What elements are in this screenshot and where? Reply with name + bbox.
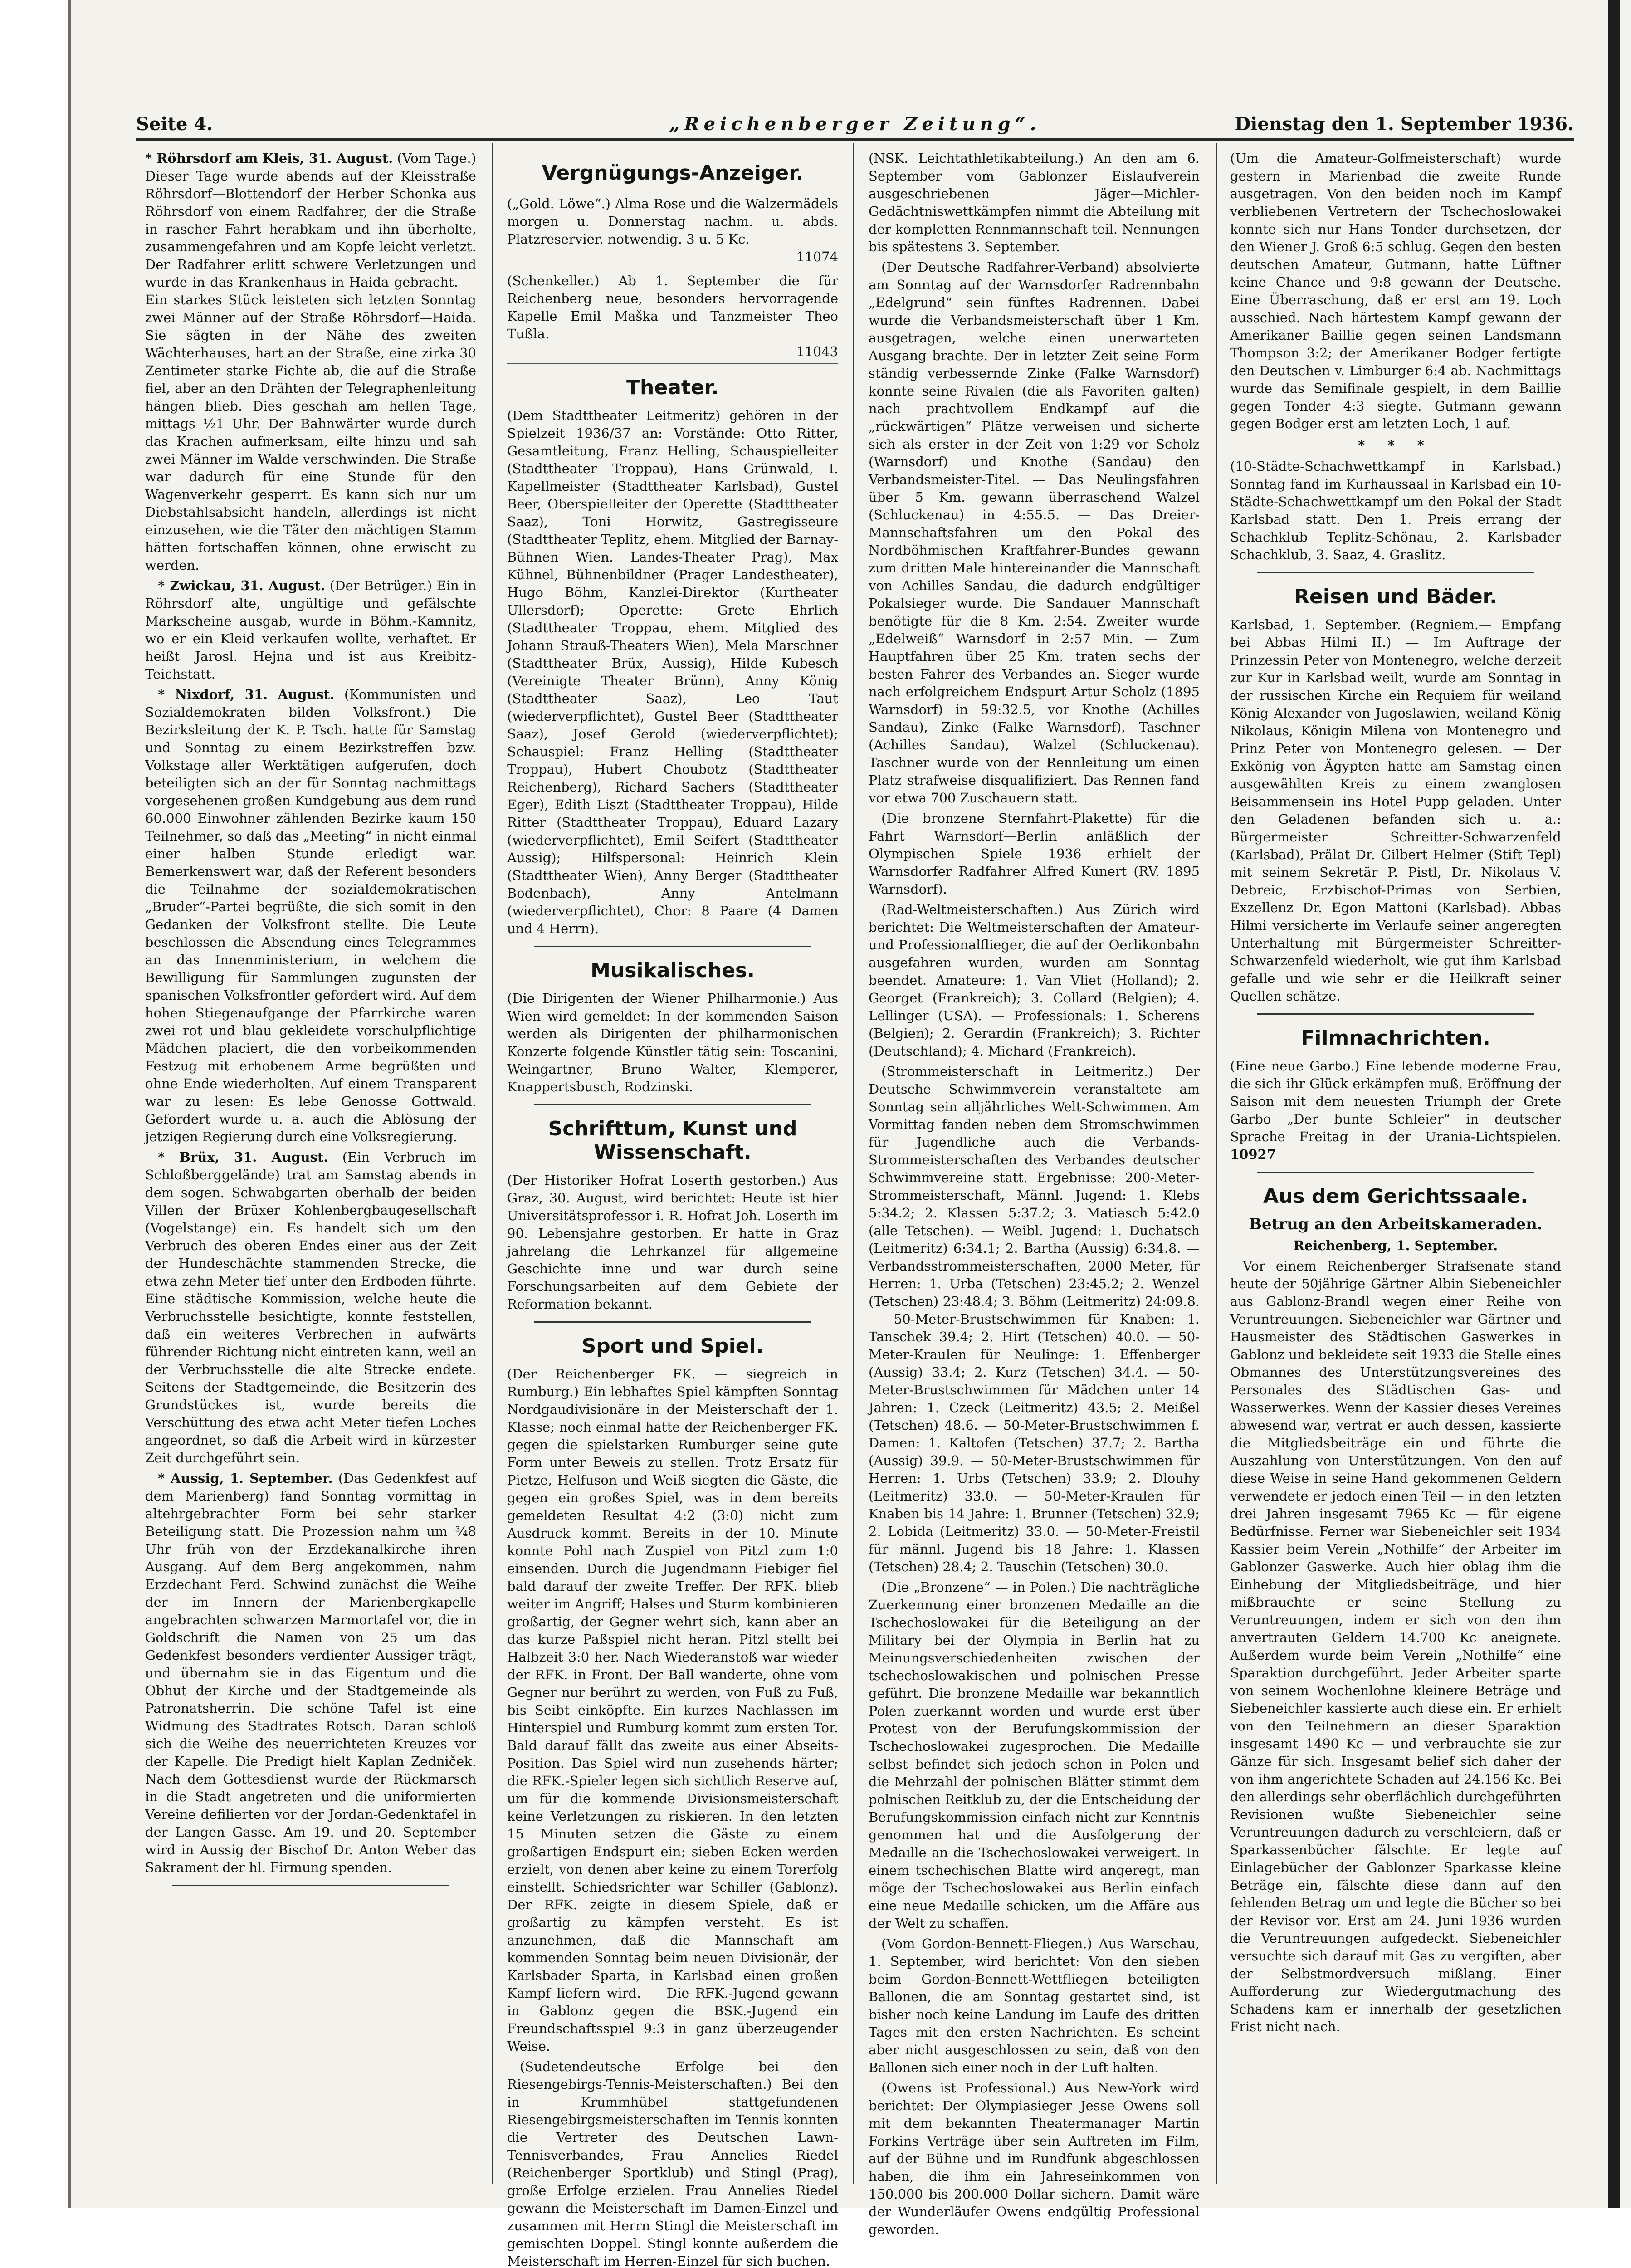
article-swimming: (Strommeisterschaft in Leitmeritz.) Der Deutsche Schwimmverein veranstaltete am Sonntag sein alljährliches Welt-Schwimmen. Am Vormittag fanden neben dem Stromschwimmen für Jugendliche auch die Verbands-Strommeisterschaften des Verbandes deutscher Schwimmvereine statt. Ergebnisse: 200-Meter-Strommeisterschaft, Männl. Jugend: 1. Klebs 5:34.2; 2. Klassen 5:37.2; 3. Matiasch 5:42.0 (alle Tetschen). — Weibl. Jugend: 1. Duchatsch (Leitmeritz) 6:34.1; 2. Bartha (Aussig) 6:34.8. — Verbandsstrommeisterschaften, 2000 Meter, für Herren: 1. Urba (Tetschen) 23:45.2; 2. Wenzel (Tetschen) 23:48.4; 3. Böhm (Leitmeritz) 24:09.8. — 50-Meter-Brustschwimmen für Knaben: 1. Tanschek 39.4; 2. Hirt (Tetschen) 40.0. — 50-Meter-Kraulen für Neulinge: 1. Effenberger (Aussig) 33.4; 2. Kurz (Tetschen) 34.4. — 50-Meter-Brustschwimmen für Mädchen unter 14 Jahren: 1. Czeck (Leitmeritz) 43.5; 2. Meißel (Tetschen) 48.6. — 50-Meter-Brustschwimmen f. Damen: 1. Kaltofen (Tetschen) 37.7; 2. Bartha (Aussig) 39.9. — 50-Meter-Brustschwimmen für Herren: 1. Urbs (Tetschen) 33.9; 2. Dlouhy (Leitmeritz) 33.0. — 50-Meter-Kraulen für Knaben bis 14 Jahre: 1. Brunner (Tetschen) 32.9; 2. Lobida (Leitmeritz) 33.0. — 50-Meter-Freistil für männl. Jugend bis 18 Jahre: 1. Klassen (Tetschen) 28.4; 2. Tauschin (Tetschen) 30.0. (869, 1064, 1200, 1574)
ad-text: (Schenkeller.) Ab 1. September die für Reichenberg neue, besonders hervorragende Kapelle Emil Maška und Tanzmeister Theo Tußla. (507, 273, 838, 342)
article-text: (Der Betrüger.) Ein in Röhrsdorf alte, ungültige und gefälschte Markscheine ausgab, wurde in Böhm.-Kamnitz, wo er ein Kleid verkaufen wollte, verhaftet. Er heißt Jarosl. Hejna und ist aus Kreibitz-Teichstatt. (145, 578, 477, 682)
article-brux (145, 1149, 476, 1467)
column-2 (507, 150, 838, 2268)
article-music: (Die Dirigenten der Wiener Philharmonie.) Aus Wien wird gemeldet: In der kommenden Saison werden als Dirigenten der philharmonischen Konzerte folgende Künstler tätig sein: Toscanini, Weingartner, Bruno Walter, Klemperer, Knappertsbusch, Rodzinski. (507, 991, 838, 1095)
article-plaque: (Die bronzene Sternfahrt-Plakette) für die Fahrt Warnsdorf—Berlin anläßlich der Olympischen Spiele 1936 erhielt der Warnsdorfer Radfahrer Alfred Kunert (RV. 1895 Warnsdorf). (869, 811, 1200, 897)
article-text: (Ein Verbruch im Schloßberggelände) trat am Samstag abends in dem sogen. Schwabgarten oberhalb der beiden Villen der Brüxer Kohlenbergbaugesellschaft (Vogelstange) ein. Es handelt sich um den Verbruch des oberen Endes einer aus der Zeit der Hundeschächte stammenden Strecke, die etwa zehn Meter tief unter den Erdboden führte. Eine städtische Kommission, welche heute die Verbruchsstelle besichtigte, konnte feststellen, daß ein weiteres Verbrechen in aufwärts führender Richtung nicht eintreten kann, weil an der Verbruchsstelle die alte Strecke endete. Seitens der Stadtgemeinde, die Besitzerin des Grundstückes ist, wurde bereits die Verschüttung des etwa acht Meter tiefen Loches angeordnet, so daß die Arbeit wird in kürzester Zeit durchgeführt sein. (145, 1149, 477, 1466)
article-karlsbad: Karlsbad, 1. September. (Regniem.— Empfang bei Abbas Hilmi II.) — Im Auftrage der Prinzessin Peter von Montenegro, welche derzeit zur Kur in Karlsbad weilt, wurde am Sonntag in der russischen Kirche ein Requiem für weiland König Alexander von Jugoslawien, weiland König Nikolaus, Königin Milena von Montenegro und Prinz Peter von Montenegro gelesen. — Der Exkönig von Ägypten hatte am Samstag einen ausgewählten Kreis zu einem zwanglosen Beisammensein ins Hotel Pupp geladen. Unter den Geladenen befanden sich u. a.: Bürgermeister Schreitter-Schwarzenfeld (Karlsbad), Prälat Dr. Gilbert Helmer (Stift Tepl) mit seinem Sekretär P. Pistl, Dr. Nikolaus V. Debreic, Erzbischof-Primas von Serbien, Exzellenz Dr. Egon Mattoni (Karlsbad). Abbas Hilmi versicherte im Verlaufe seiner angeregten Unterhaltung mit Bürgermeister Schreitter-Schwarzenfeld wiederholt, wie gut ihm Karlsbad gefalle und wie sehr er die Heilkraft seiner Quellen schätze. (1230, 617, 1561, 1004)
article-text: (Eine neue Garbo.) Eine lebende moderne Frau, die sich ihr Glück erkämpfen muß. Eröffnung der Saison mit dem neuesten Triumph der Grete Garbo „Der bunte Schleier“ in deutscher Sprache Freitag in der Urania-Lichtspielen. (1230, 1058, 1561, 1144)
article-athletics: (NSK. Leichtathletikabteilung.) An den am 6. September vom Gablonzer Eislaufverein ausgeschriebenen Jäger—Michler-Gedächtniswettkämpfen nimmt die Abteilung mit der kompletten Rennmannschaft teil. Nennungen bis spätestens 3. September. (869, 151, 1200, 254)
page-number: Seite 4. (136, 113, 213, 135)
article-roehrsdorf (145, 150, 476, 574)
section-rule (1257, 1172, 1534, 1173)
article-headline-fraud: Betrug an den Arbeitskameraden. (1249, 1215, 1543, 1233)
article-cycling: (Der Deutsche Radfahrer-Verband) absolvierte am Sonntag auf der Warnsdorfer Radrennbahn „Edelgrund“ sein fünftes Radrennen. Dabei wurde die Verbandsmeisterschaft über 1 Km. ausgetragen, welche einen unerwarteten Ausgang brachte. Der in letzter Zeit seine Form ständig verbessernde Zinke (Falke Warnsdorf) konnte seine Rivalen (die als Favoriten galten) nach prachtvollem Endkampf auf die „rückwärtigen“ Plätze verweisen und sicherte sich als erster in der Zeit von 1:29 vor Scholz (Warnsdorf) und Knothe (Sandau) den Verbandsmeister-Titel. — Das Neulingsfahren über 5 Km. gewann überraschend Walzel (Schluckenau) in 4:55.5. — Das Dreier-Mannschaftsfahren um den Pokal des Nordböhmischen Kraftfahrer-Bundes gewann zum dritten Male hintereinander die Mannschaft von Achilles Sandau, die dadurch endgültiger Pokalsieger wurde. Die Sandauer Mannschaft benötigte für die 8 Km. 2:54. Zweiter wurde „Edelweiß“ Warnsdorf in 2:57 Min. — Zum Hauptfahren über 25 Km. traten sechs der besten Fahrer des Verbandes an. Sieger wurde nach erfolgreichem Endspurt Artur Scholz (1895 Warnsdorf) in 59:32.5, vor Knothe (Achilles Sandau), Zinke (Falke Warnsdorf), Taschner (Achilles Sandau), Walzel (Schluckenau). Taschner wurde von der Rennleitung um einen Platz strafweise disqualifiziert. Das Rennen fand vor etwa 700 Zuschauern statt. (869, 259, 1200, 806)
ad-code: 11074 (796, 249, 838, 264)
article-owens: (Owens ist Professional.) Aus New-York wird berichtet: Der Olympiasieger Jesse Owens soll mit dem bekannten Theatermanager Martin Forkins Verträge über sein Auftreten im Film, auf der Bühne und im Rundfunk abgeschlossen haben, die ihm ein Jahreseinkommen von 150.000 bis 200.000 Dollar sichern. Damit wäre der Wunderläufer Owens endgültig Professional geworden. (869, 2080, 1200, 2237)
article-theater: (Dem Stadttheater Leitmeritz) gehören in der Spielzeit 1936/37 an: Vorstände: Otto Ritter, Gesamtleitung, Franz Helling, Schauspielleiter (Stadttheater Troppau), Hans Grünwald, I. Kapellmeister (Stadttheater Karlsbad), Gustel Beer, Oberspielleiter der Operette (Stadttheater Saaz), Toni Horwitz, Gastregisseure (Stadttheater Teplitz, ehem. Mitglied der Barnay-Bühnen Wien. Landes-Theater Prag), Max Kühnel, Bühnenbildner (Prager Landestheater), Hugo Böhm, Kanzlei-Direktor (Kurtheater Ullersdorf); Operette: Grete Ehrlich (Stadttheater Troppau, ehem. Mitglied des Johann Strauß-Theaters Wien), Mela Marschner (Stadttheater Brüx, Aussig), Hilde Kubesch (Vereinigte Theater Brünn), Anny König (Stadttheater Saaz), Leo Taut (wiederverpflichtet), Gustel Beer (Stadttheater Saaz), Josef Gerold (wiederverpflichtet); Schauspiel: Franz Helling (Stadttheater Troppau), Hubert Choubotz (Stadttheater Reichenberg), Richard Sachers (Stadttheater Eger), Edith Liszt (Stadttheater Troppau), Hilde Ritter (Stadttheater Troppau), Eduard Lazary (wiederverpflichtet), Emil Seifert (Stadttheater Aussig); Hilfspersonal: Heinrich Klein (Stadttheater Wien), Anny Berger (Stadttheater Bodenbach), Anny Antelmann (wiederverpflichtet), Chor: 8 Paare (4 Damen und 4 Herrn). (507, 408, 838, 936)
section-rule (1257, 572, 1534, 573)
article-tennis: (Sudetendeutsche Erfolge bei den Riesengebirgs-Tennis-Meisterschaften.) Bei den in Krummhübel stattgefundenen Riesengebirgsmeisterschaften im Tennis konnten die Vertreter des Deutschen Lawn-Tennisverbandes, Frau Annelies Riedel (Reichenberger Sportklub) und Stingl (Prag), große Erfolge erzielen. Frau Annelies Riedel gewann die Meisterschaft im Damen-Einzel und zusammen mit Herrn Stingl die Meisterschaft im gemischten Doppel. Stingl konnte außerdem die Meisterschaft im Herren-Einzel für sich buchen. (507, 2059, 838, 2268)
dateline: Reichenberg, 1. September. (1293, 1238, 1498, 1253)
article-nixdorf (145, 686, 476, 1146)
column-rule (853, 143, 854, 2184)
column-4 (1230, 150, 1561, 2182)
section-heading-theater: Theater. (626, 376, 719, 399)
section-rule (534, 1104, 811, 1105)
page-header (136, 113, 1574, 141)
column-3 (869, 150, 1200, 2237)
dateline: * Brüx, 31. August. (158, 1149, 328, 1165)
article-zwickau (145, 577, 476, 683)
article-chess: (10-Städte-Schachwettkampf in Karlsbad.) Sonntag fand im Kurhaussaal in Karlsbad ein 10-Städte-Schachwettkampf um den Pokal der Stadt Karlsbad statt. Den 1. Preis errang der Schachklub Teplitz-Schönau, 2. Karlsbader Schachklub, 3. Saaz, 4. Graslitz. (1230, 459, 1561, 562)
section-heading-music: Musikalisches. (591, 959, 755, 982)
scan-edge (1608, 0, 1620, 2208)
article-aussig (145, 1470, 476, 1877)
section-heading-court: Aus dem Gerichtssaale. (1263, 1185, 1528, 1208)
article-garbo (1230, 1057, 1561, 1163)
dateline: * Röhrsdorf am Kleis, 31. August. (145, 151, 393, 166)
column-rule (492, 143, 493, 2184)
section-heading-literature: Schrifttum, Kunst und Wissenschaft. (548, 1117, 797, 1164)
section-rule (534, 1321, 811, 1323)
section-rule (172, 1885, 449, 1886)
article-gordon-bennett: (Vom Gordon-Bennett-Fliegen.) Aus Warschau, 1. September, wird berichtet: Von den sieben beim Gordon-Bennett-Wettfliegen beteiligten Ballonen, die am Sonntag gestartet sind, ist bisher noch keine Landung im Laufe des dritten Tages mit den ersten Nachrichten. Es scheint aber nicht ausgeschlossen zu sein, daß von den Ballonen sich einer noch in der Luft halten. (869, 1936, 1200, 2075)
article-football: (Der Reichenberger FK. — siegreich in Rumburg.) Ein lebhaftes Spiel kämpften Sonntag Nordgaudivisionäre in der Meisterschaft der 1. Klasse; noch einmal hatte der Reichenberger FK. gegen die spielstarken Rumburger seine gute Form unter Beweis zu stellen. Trotz Ersatz für Pietze, Helfuson und Weiß siegten die Gäste, die gegen ein großes Spiel, was in dem bereits gemeldeten Resultat 4:2 (3:0) nicht zum Ausdruck kommt. Bereits in der 10. Minute konnte Pohl nach Zuspiel von Pitzl zum 1:0 einsenden. Durch die Jugendmann Fiebiger fiel bald darauf der zweite Treffer. Der RFK. blieb weiter im Angriff; Halses und Sturm kombinieren großartig, der Gegner wehrt sich, kann aber an das kurze Paßspiel nicht heran. Pitzl stellt bei Halbzeit 3:0 her. Nach Wiederanstoß war wieder der RFK. in Front. Der Ball wanderte, ohne vom Gegner nur berührt zu werden, von Fuß zu Fuß, bis Seibt einköpfte. Ein kurzes Nachlassen im Hinterspiel und Rumburg kommt zum ersten Tor. Bald darauf fällt das zweite aus einer Abseits-Position. Das Spiel wird nun zusehends härter; die RFK.-Spieler legen sich sichtlich Reserve auf, um für die kommende Divisionsmeisterschaft keine Verletzungen zu riskieren. In den letzten 15 Minuten setzen die Gäste zu einem großartigen Endspurt ein; sieben Ecken werden erzielt, von denen aber keine zu einem Torerfolg einstellt. Schiedsrichter war Schiller (Gablonz). Der RFK. zeigte in diesem Spiele, daß er großartig zu kämpfen versteht. Es ist anzunehmen, daß die Mannschaft am kommenden Sonntag beim neuen Divisionär, der Karlsbader Sparta, in Karlsbad einen großen Kampf liefern wird. — Die RFK.-Jugend gewann in Gablonz gegen die BSK.-Jugend ein Freundschaftsspiel 9:3 in ganz überzeugender Weise. (507, 1366, 838, 2054)
separator-stars: * * * (1358, 437, 1433, 453)
ad-schenkeller (507, 269, 838, 364)
ad-code: 10927 (1230, 1147, 1276, 1162)
article-fraud: Vor einem Reichenberger Strafsenate stand heute der 50jährige Gärtner Albin Siebeneichler aus Gablonz-Brandl wegen einer Reihe von Veruntreuungen. Siebeneichler war Gärtner und Hausmeister des Städtischen Gaswerkes in Gablonz und bekleidete seit 1933 die Stelle eines Obmannes des Unterstützungsvereines des Personales des Städtischen Gas- und Wasserwerkes. Wenn der Kassier dieses Vereines abwesend war, vertrat er auch dessen, kassierte die Mitgliedsbeiträge ein und führte die Auszahlung von Unterstützungen. Von den auf diese Weise in seine Hand gekommenen Geldern verwendete er jedoch einen Teil — in den letzten drei Jahren insgesamt 7965 Kc — für eigene Bedürfnisse. Ferner war Siebeneichler seit 1934 Kassier beim Verein „Nothilfe“ der Arbeiter im Gablonzer Gaswerke. Auch hier oblag ihm die Einhebung der Mitgliedsbeiträge, und hier mißbrauchte er seine Stellung zu Veruntreuungen, indem er sich von den ihm anvertrauten Geldern 14.700 Kc aneignete. Außerdem wurde beim Verein „Nothilfe“ eine Sparaktion durchgeführt. Jeder Arbeiter sparte von seinem Wochenlohne kleinere Beträge und Siebeneichler kassierte auch diese ein. Er erhielt von den Teilnehmern an dieser Sparaktion insgesamt 1490 Kc — und verbrauchte sie zur Gänze für sich. Insgesamt belief sich daher der von ihm angerichtete Schaden auf 24.156 Kc. Bei den allerdings sehr oberflächlich durchgeführten Revisionen wußte Siebeneichler seine Veruntreuungen dadurch zu verschleiern, daß er Sparkassenbücher fälschte. Er legte auf Einlagebücher der Gablonzer Sparkasse kleine Beträge ein, fälschte diese dann auf den fehlenden Betrag um und legte die Bücher so bei der Revisor vor. Erst am 24. Juni 1936 wurden die Veruntreuungen aufgedeckt. Siebeneichler versuchte sich darauf mit Gas zu vergiften, aber der Selbstmordversuch mißlang. Einer Aufforderung zur Wiedergutmachung des Schadens kam er innerhalb der gesetzlichen Frist nicht nach. (1230, 1258, 1561, 2034)
section-heading-entertainment: Vergnügungs-Anzeiger. (542, 161, 804, 185)
article-text: (Das Gedenkfest auf dem Marienberg) fand Sonntag vormittag in altehrgebrachter Form bei sehr starker Beteiligung statt. Die Prozession nahm um ¾8 Uhr früh von der Erzdekanalkirche ihren Ausgang. Auf dem Berg angekommen, nahm Erzdechant Ferd. Schwind zunächst die Weihe der im Innern der Marienbergkapelle angebrachten schwarzen Marmortafel vor, die in Goldschrift die Namen von 25 um das Gedenkfest besonders verdienter Aussiger trägt, und übernahm sie in das Eigentum und die Obhut der Kirche und der Stadtgemeinde als Patronatsherrin. Die schöne Tafel ist eine Widmung des Stadtrates Rotsch. Daran schloß sich die Weihe des neuerrichteten Kreuzes vor der Kapelle. Die Predigt hielt Kaplan Zedniček. Nach dem Gottesdienst wurde der Rückmarsch in die Stadt angetreten und die uniformierten Vereine defilierten vor der Jordan-Gedenktafel in der Langen Gasse. Am 19. und 20. September wird in Aussig der Bischof Dr. Anton Weber das Sakrament der hl. Firmung spenden. (145, 1471, 477, 1875)
dateline: * Aussig, 1. September. (158, 1471, 333, 1486)
section-rule (534, 946, 811, 947)
article-bronze-medal: (Die „Bronzene“ — in Polen.) Die nachträgliche Zuerkennung einer bronzenen Medaille an die Tschechoslowakei für die Beteiligung an der Military bei der Olympia in Berlin hat zu Meinungsverschiedenheiten zwischen der tschechoslowakischen und polnischen Presse geführt. Die bronzene Medaille war bekanntlich Polen zuerkannt worden und wurde erst über Protest von der Berufungskommission der Tschechoslowakei zugesprochen. Die Medaille selbst befindet sich jedoch schon in Polen und die Mehrzahl der polnischen Blätter stimmt dem polnischen Reitklub zu, der die Entscheidung der Berufungskommission einfach nicht zur Kenntnis genommen hat und die Ausfolgerung der Medaille an die Tschechoslowakei verweigert. In einem tschechischen Blatte wird angeregt, man möge der Tschechoslowakei aus Berlin einfach eine neue Medaille schicken, um die Affäre aus der Welt zu schaffen. (869, 1579, 1200, 1931)
article-world-championship: (Rad-Weltmeisterschaften.) Aus Zürich wird berichtet: Die Weltmeisterschaften der Amateur- und Professionalflieger, die auf der Oerlikonbahn ausgefahren wurden, wurden am Sonntag beendet. Amateure: 1. Van Vliet (Holland); 2. Georget (Frankreich); 3. Collard (Belgien); 4. Lellinger (USA). — Professionals: 1. Scherens (Belgien); 2. Gerardin (Frankreich); 3. Richter (Deutschland); 4. Michard (Frankreich). (869, 902, 1200, 1059)
dateline: * Nixdorf, 31. August. (158, 687, 335, 702)
article-text: (Vom Tage.) Dieser Tage wurde abends auf der Kleisstraße Röhrsdorf—Blottendorf der Herber Schonka aus Röhrsdorf von einem Radfahrer, der die Straße in rascher Fahrt herabkam und ihn überholte, zusammengefahren und am Kopfe leicht verletzt. Der Radfahrer erlitt schwere Verletzungen und wurde in das Krankenhaus in Haida gebracht. — Ein starkes Stück leisteten sich letzten Sonntag zwei Männer auf der Straße Röhrsdorf—Haida. Sie sägten in der Nähe des zweiten Wächterhauses, hart an der Straße, eine zirka 30 Zentimeter starke Fichte ab, die auf die Straße fiel, aber an den Drähten der Telegraphenleitung hängen blieb. Dies geschah am hellen Tage, mittags ½1 Uhr. Der Bahnwärter wurde durch das Krachen aufmerksam, eilte hinzu und sah zwei Männer im Walde verschwinden. Die Straße war dadurch für eine Stunde für den Wagenverkehr gesperrt. Es kann sich nur um Diebstahlsabsicht handeln, allerdings ist nicht einzusehen, wie die Täter den mächtigen Stamm hätten fortschaffen können, ohne erwischt zu werden. (145, 151, 476, 573)
column-rule (1216, 143, 1217, 2184)
section-heading-sport: Sport und Spiel. (581, 1334, 764, 1358)
article-literature: (Der Historiker Hofrat Loserth gestorben.) Aus Graz, 30. August, wird berichtet: Heute ist hier Universitätsprofessor i. R. Hofrat Joh. Loserth im 90. Lebensjahre gestorben. Er hatte in Graz jahrelang die Lehrkanzel für allgemeine Geschichte inne und war durch seine Forschungsarbeiten auf dem Gebiete der Reformation bekannt. (507, 1173, 838, 1312)
header-rule (136, 138, 1574, 141)
newspaper-title: „Reichenberger Zeitung“. (669, 113, 1041, 135)
ad-goldener-loewe (507, 192, 838, 269)
section-heading-film: Filmnachrichten. (1301, 1026, 1490, 1050)
section-rule (1257, 1013, 1534, 1015)
column-1 (145, 150, 476, 2182)
section-heading-travel: Reisen und Bäder. (1294, 585, 1497, 608)
dateline: * Zwickau, 31. August. (158, 578, 325, 593)
ad-code: 11043 (796, 344, 838, 359)
issue-date: Dienstag den 1. September 1936. (1235, 113, 1574, 135)
ad-text: („Gold. Löwe“.) Alma Rose und die Walzermädels morgen u. Donnerstag nachm. u. abds. Platzreservier. notwendig. 3 u. 5 Kc. (507, 196, 838, 247)
article-golf: (Um die Amateur-Golfmeisterschaft) wurde gestern in Marienbad die zweite Runde ausgetragen. Von den beiden noch im Kampf verbliebenen Vertretern der Tschechoslowakei konnte sich nur Hans Tonder durchsetzen, der den Wiener J. Groß 6:5 schlug. Gegen den besten deutschen Amateur, Gutmann, hatte Lüftner keine Chance und 9:8 gewann der Deutsche. Eine Überraschung, daß er erst am 19. Loch ausschied. Nach härtestem Kampf gewann der Amerikaner Baillie gegen seinen Landsmann Thompson 3:2; der Amerikaner Bodger fertigte den Deutschen v. Limburger 6:4 ab. Nachmittags wurde das Semifinale gespielt, in dem Baillie gegen Tonder 4:3 siegte. Gutmann gewann gegen Bodger erst am letzten Loch, 1 auf. (1230, 151, 1561, 431)
article-text: (Kommunisten und Sozialdemokraten bilden Volksfront.) Die Bezirksleitung der K. P. Tsch. hatte für Samstag und Sonntag zu einem Bezirkstreffen bzw. Volkstage aller Werktätigen aufgerufen, doch beteiligten sich an der für Sonntag nachmittags vorgesehenen großen Kundgebung aus dem rund 60.000 Einwohner zählenden Bezirke kaum 150 Teilnehmer, so daß das „Meeting“ in nicht einmal einer halben Stunde erledigt war. Bemerkenswert war, daß der Referent besonders die Teilnahme der sozialdemokratischen „Bruder“-Partei begrüßte, die sich somit in den Gedanken der Volksfront stellte. Die Leute beschlossen die Absendung eines Telegrammes an das Innenministerium, in welchem die Bewilligung für Sammlungen zugunsten der spanischen Volksfrontler gefordert wird. Auf dem hohen Stiegenaufgange der Pfarrkirche waren zwei rot und blau gekleidete vorschulpflichtige Mädchen placiert, die den vorbeikommenden Festzug mit erhobenem Arme begrüßten und ohne Ende wiederholten. Auf einem Transparent war zu lesen: Es lebe Genosse Gottwald. Gefordert wurde u. a. auch die Ablösung der jetzigen Regierung durch eine Volksregierung. (145, 687, 476, 1144)
